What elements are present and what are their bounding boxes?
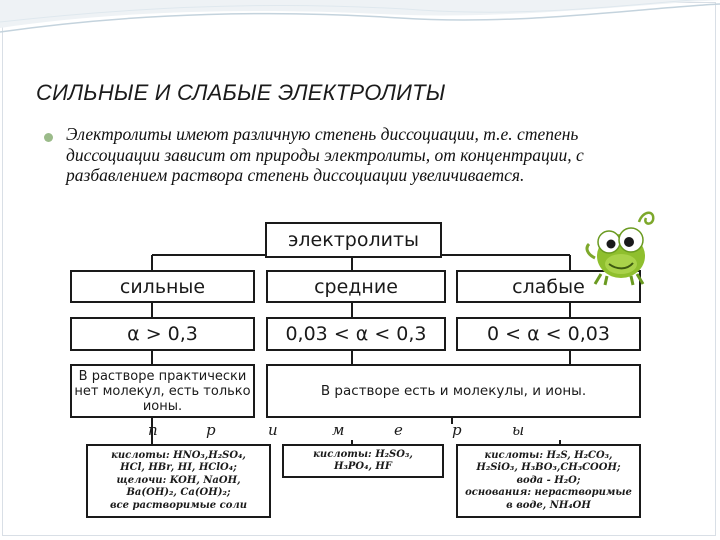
strong-solution-text: В растворе практически нет молекул, есть только ионы. [74,368,251,414]
weak-example-line: кислоты: H₂S, H₂CO₃, [484,449,613,461]
weak-example-line: в воде, NH₄OH [506,499,591,511]
examples-letter: р [206,421,216,439]
strong-example-line: щелочи: KOH, NaOH, [116,474,241,486]
strong-box: сильные [70,270,255,303]
medium-weak-solution-text: В растворе есть и молекулы, и ионы. [320,383,587,399]
strong-alpha-box: α > 0,3 [70,317,255,351]
page-title: СИЛЬНЫЕ И СЛАБЫЕ ЭЛЕКТРОЛИТЫ [36,80,446,105]
examples-letter: м [332,421,345,439]
examples-letter: ы [512,421,525,439]
medium-example-line: кислоты: H₂SO₃, [313,448,413,460]
weak-example-line: H₂SiO₃, H₃BO₃,CH₃COOH; [476,462,621,474]
medium-alpha-box: 0,03 < α < 0,3 [266,317,446,351]
examples-letter: е [394,421,403,439]
bullet-text: Электролиты имеют различную степень диссоциации, т.е. степень диссоциации зависит от природы электролиты, от концентрации, с разбавлением раствора степень диссоциации увеличивается. [66,124,584,185]
strong-example-line: кислоты: HNO₃,H₂SO₄, [111,449,246,461]
medium-examples-box [282,444,444,478]
strong-example-line: все растворимые соли [109,499,248,511]
strong-examples-box [86,444,271,518]
medium-example-line: H₃PO₄, HF [334,461,392,472]
strong-example-line: Ba(OH)₂, Ca(OH)₂; [126,487,231,499]
weak-alpha-box: 0 < α < 0,03 [456,317,641,351]
strong-example-line: HCl, HBr, HI, HClO₄; [120,462,237,474]
weak-box: слабые [456,270,641,303]
weak-examples-box [456,444,641,518]
medium-box: средние [266,270,446,303]
weak-example-line: вода - H₂O; [516,474,581,486]
strong-solution-box [70,364,255,418]
examples-letter: р [452,421,462,439]
medium-weak-solution-box [266,364,641,418]
weak-example-line: основания: нерастворимые [465,487,632,499]
examples-letter: и [268,421,278,439]
examples-letter: п [148,421,158,439]
electrolytes-box: электролиты [265,222,442,258]
frog-mascot-icon [583,208,663,286]
